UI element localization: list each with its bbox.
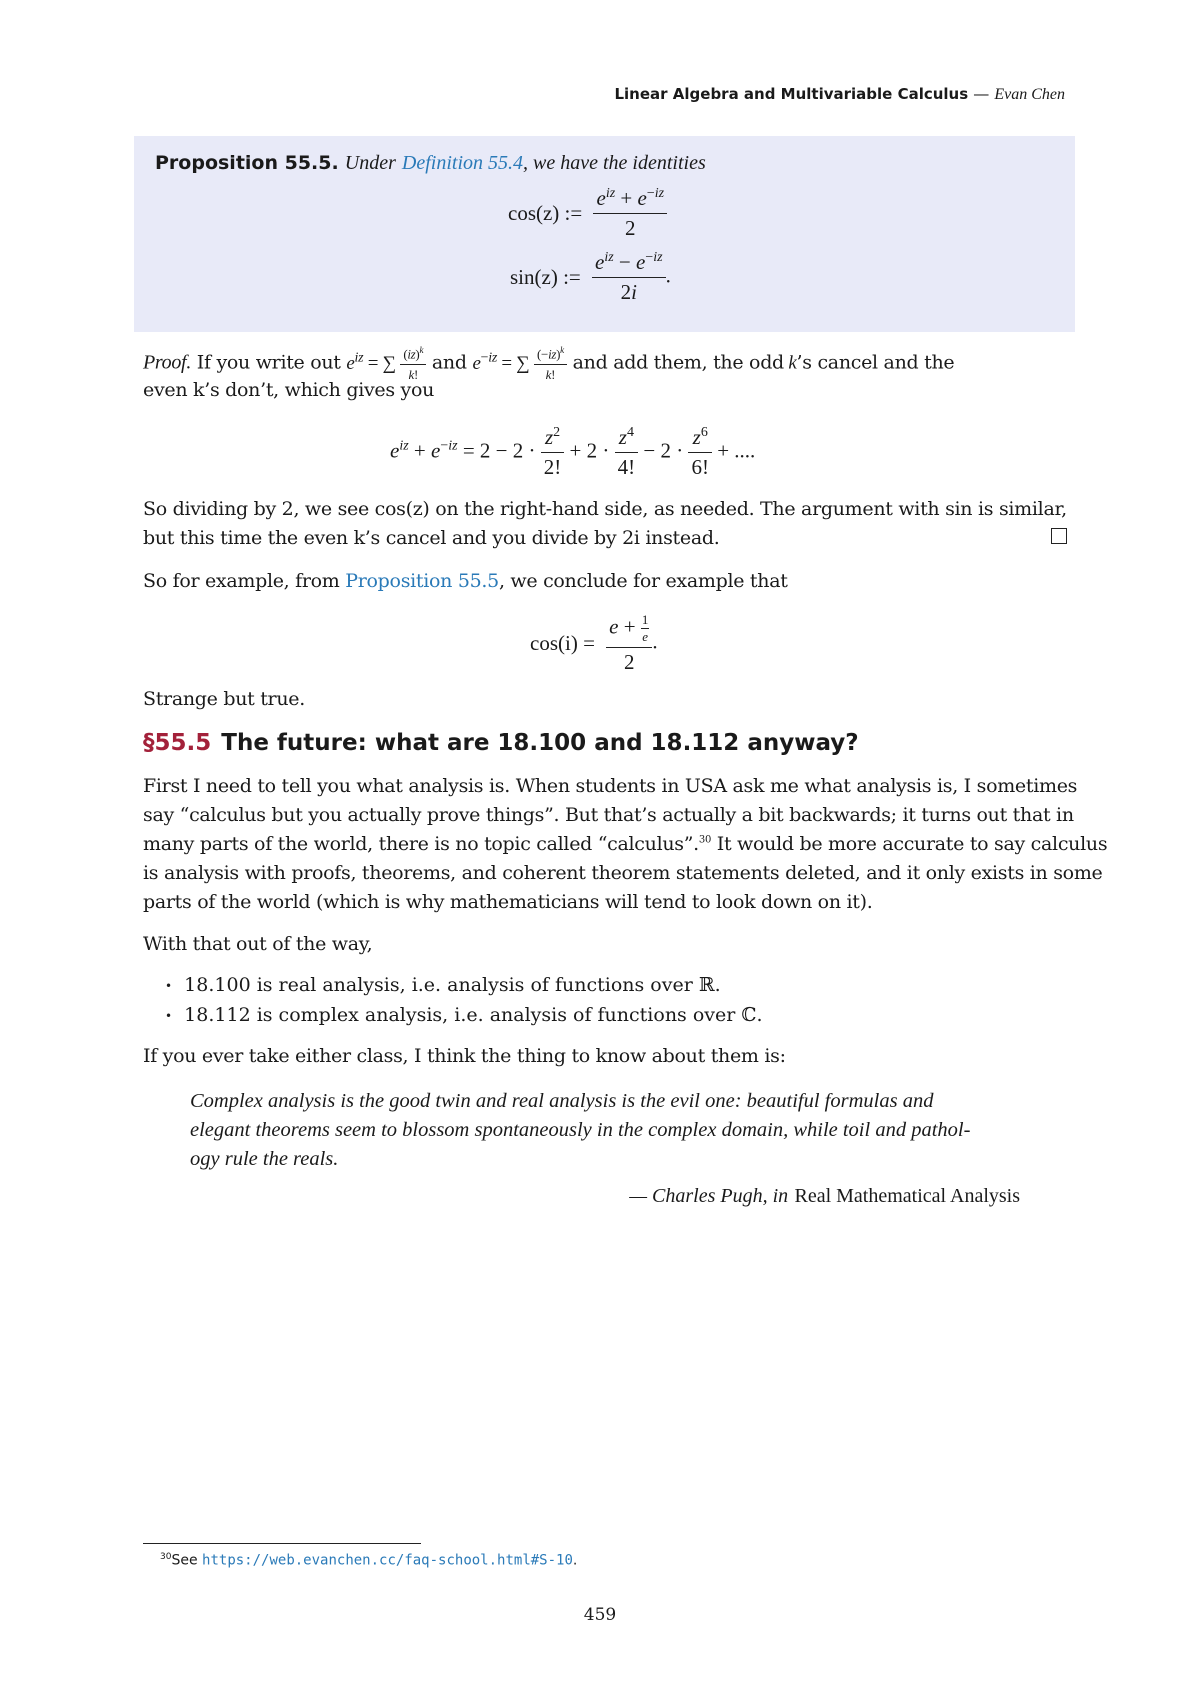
para-line-1: First I need to tell you what analysis is. When students in USA ask me what analysis is, I sometimes bbox=[143, 775, 1078, 797]
cos-denominator: 2 bbox=[593, 213, 667, 241]
proof-line-2: even k’s don’t, which gives you bbox=[143, 379, 435, 401]
proof-line-1: Proof. If you write out $e^{iz}$ = ∑ $\frac{(iz)^k}{k!}$ and $e^{-iz}$ = ∑ $\frac{(-iz)^k}{k!}$ and add them, the odd k’s cancel and the bbox=[143, 345, 955, 383]
para-3: If you ever take either class, I think the thing to know about them is: bbox=[143, 1045, 786, 1067]
header-author: Evan Chen bbox=[994, 86, 1065, 103]
proposition-rest: , we have the identities bbox=[523, 152, 706, 174]
cos-i-period: . bbox=[652, 629, 658, 654]
bullet-text-1: 18.100 is real analysis, i.e. analysis of functions over ℝ. bbox=[184, 974, 721, 996]
proposition-under: Under bbox=[344, 152, 396, 174]
sin-numerator: $e^{iz} - e^{-iz}$ bbox=[595, 250, 663, 274]
header-title: Linear Algebra and Multivariable Calculus bbox=[614, 85, 969, 103]
proof-text-d: ’s cancel and the bbox=[796, 351, 955, 374]
proof-text-a: If you write out bbox=[196, 351, 341, 374]
cos-i-lhs: cos(i) = bbox=[530, 631, 595, 655]
example-text-a: So for example, from bbox=[143, 570, 340, 592]
bullet-dot: • bbox=[165, 979, 173, 993]
para-line-2: say “calculus but you actually prove things”. But that’s actually a bit backwards; it turns out that in bbox=[143, 804, 1074, 826]
cos-numerator: $e^{iz} + e^{-iz}$ bbox=[596, 186, 665, 210]
quote-attribution bbox=[629, 1183, 1020, 1208]
proposition-link[interactable]: Proposition 55.5 bbox=[345, 570, 499, 592]
bullet-text-2: 18.112 is complex analysis, i.e. analysis of functions over ℂ. bbox=[184, 1004, 763, 1026]
para-2: With that out of the way, bbox=[143, 933, 373, 955]
sin-denominator: 2i bbox=[592, 277, 666, 305]
attribution-author: — Charles Pugh, in bbox=[629, 1185, 789, 1207]
header-dash: — bbox=[968, 84, 995, 103]
section-title: The future: what are 18.100 and 18.112 anyway? bbox=[221, 730, 859, 756]
cosine-series: $e^{iz} + e^{-iz} = 2 - 2$ · $\frac{z^2}{2!}$ + 2 · $\frac{z^4}{4!}$ − 2 · $\frac{z^6}{6!}$ + .... bbox=[390, 425, 756, 479]
bullet-item-1 bbox=[165, 974, 721, 996]
proof-text-c: and add them, the odd bbox=[572, 351, 784, 374]
cos-lhs: cos(z) := bbox=[508, 201, 583, 225]
proposition-label: Proposition 55.5. bbox=[155, 152, 339, 174]
exp-series-2: $e^{-iz}$ = ∑ $\frac{(-iz)^k}{k!}$ bbox=[472, 353, 566, 374]
proof-label: Proof. bbox=[143, 351, 192, 374]
page-number: 459 bbox=[583, 1605, 617, 1625]
bullet-dot: • bbox=[165, 1009, 173, 1023]
definition-link[interactable]: Definition 55.4 bbox=[401, 152, 524, 174]
quote-line-1: Complex analysis is the good twin and real analysis is the evil one: beautiful formulas and bbox=[190, 1090, 934, 1112]
sin-lhs: sin(z) := bbox=[510, 265, 581, 289]
footnote-mark: 30 bbox=[160, 1552, 172, 1562]
footnote-url[interactable]: https://web.evanchen.cc/faq-school.html#S-10 bbox=[202, 1552, 573, 1569]
sin-identity bbox=[510, 250, 671, 305]
proof-line-3: So dividing by 2, we see cos(z) on the right-hand side, as needed. The argument with sin is similar, bbox=[143, 498, 1067, 520]
para-line-3 bbox=[143, 833, 1107, 855]
footnote-see: See bbox=[171, 1552, 198, 1569]
example-text-b: , we conclude for example that bbox=[498, 570, 788, 592]
footnote bbox=[160, 1552, 577, 1569]
qed-box bbox=[1051, 528, 1067, 544]
exp-series-1: $e^{iz}$ = ∑ $\frac{(iz)^k}{k!}$ bbox=[346, 353, 426, 374]
footnote-rule bbox=[143, 1543, 421, 1544]
section-number: §55.5 bbox=[143, 730, 212, 756]
proof-text-b: and bbox=[431, 351, 467, 374]
cos-i-formula bbox=[530, 612, 658, 675]
footnote-ref[interactable]: 30 bbox=[698, 834, 712, 846]
proof-line-4: but this time the even k’s cancel and you divide by 2i instead. bbox=[143, 527, 720, 549]
example-line bbox=[143, 570, 788, 592]
cos-identity bbox=[508, 186, 667, 241]
cos-i-numerator: e + $\frac{1}{e}$ bbox=[609, 612, 649, 644]
para-line-5: parts of the world (which is why mathematicians will tend to look down on it). bbox=[143, 891, 873, 913]
running-header bbox=[614, 84, 1065, 104]
attribution-book: Real Mathematical Analysis bbox=[794, 1185, 1020, 1207]
sin-period: . bbox=[665, 263, 671, 288]
para-line-4: is analysis with proofs, theorems, and coherent theorem statements deleted, and it only exists in some bbox=[143, 862, 1103, 884]
para-line-3-text: many parts of the world, there is no topic called “calculus”. bbox=[143, 833, 699, 855]
strange-but-true: Strange but true. bbox=[143, 688, 305, 710]
para-line-3-tail: It would be more accurate to say calculus bbox=[711, 833, 1108, 855]
quote-line-3: ogy rule the reals. bbox=[190, 1148, 339, 1170]
quote-line-2: elegant theorems seem to blossom spontaneously in the complex domain, while toil and pathol- bbox=[190, 1119, 971, 1141]
section-heading bbox=[143, 730, 859, 756]
bullet-item-2 bbox=[165, 1004, 763, 1026]
cos-i-denominator: 2 bbox=[606, 647, 652, 675]
proposition-heading bbox=[155, 152, 706, 175]
footnote-end: . bbox=[572, 1552, 578, 1569]
